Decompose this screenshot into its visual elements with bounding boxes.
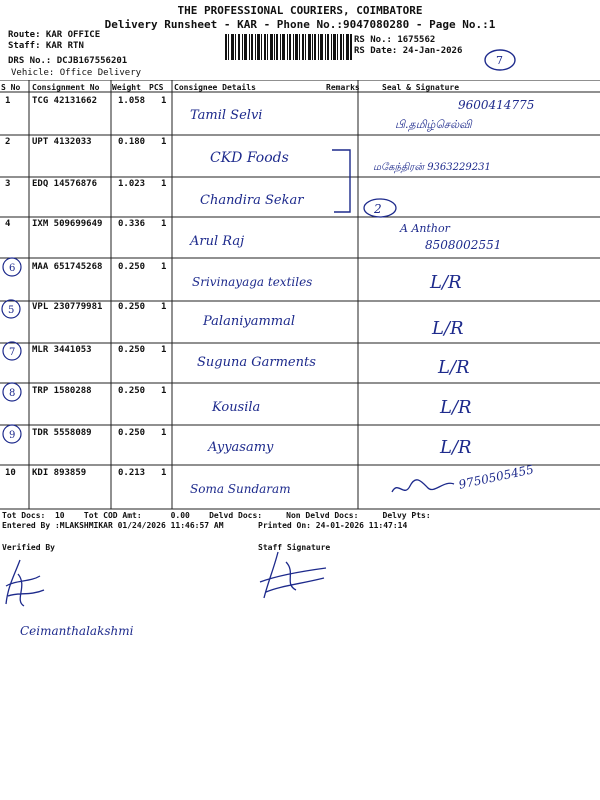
route-label: Route: KAR OFFICE <box>8 30 101 40</box>
row-consignee: Tamil Selvi <box>190 108 263 123</box>
row-consignee: Arul Raj <box>190 234 245 249</box>
row-seal-lr: L/R <box>440 397 472 418</box>
row-consignment: KDI 893859 <box>32 468 87 478</box>
vehicle-label: Vehicle: Office Delivery <box>11 68 142 78</box>
column-header-remarks: Remarks <box>326 83 360 92</box>
svg-text:7: 7 <box>9 347 16 358</box>
column-header-consignment: Consignment No <box>32 83 100 92</box>
row-sno: 2 <box>5 137 11 147</box>
row-seal-phone: 8508002551 <box>425 238 502 252</box>
row-consignment: UPT 4132033 <box>32 137 92 147</box>
row-consignee: Kousila <box>212 400 261 415</box>
row-pcs: 1 <box>161 179 167 189</box>
row-sno: 3 <box>5 179 11 189</box>
staff-signature-label: Staff Signature <box>258 543 331 552</box>
row-weight: 0.250 <box>118 262 146 272</box>
svg-text:6: 6 <box>9 263 16 274</box>
svg-text:5: 5 <box>8 305 15 316</box>
barcode <box>225 34 353 60</box>
page-title: THE PROFESSIONAL COURIERS, COIMBATORE <box>177 4 423 17</box>
row-pcs: 1 <box>161 96 167 106</box>
circled-row-number <box>0 340 30 364</box>
column-header-weight: Weight <box>112 83 141 92</box>
row-weight: 1.058 <box>118 96 146 106</box>
row-consignee: Ayyasamy <box>208 440 274 455</box>
row-consignee: Srivinayaga textiles <box>192 275 313 289</box>
row-consignment: TCG 42131662 <box>32 96 98 106</box>
row-consignment: EDQ 14576876 <box>32 179 98 189</box>
row-pcs: 1 <box>161 345 167 355</box>
row-consignment: VPL 230779981 <box>32 302 103 312</box>
row-consignee: CKD Foods <box>210 150 289 166</box>
row-seal-signature: பி.தமிழ்செல்வி <box>395 118 472 131</box>
verified-by-label: Verified By <box>2 543 55 552</box>
row-pcs: 1 <box>161 262 167 272</box>
row-weight: 0.180 <box>118 137 146 147</box>
svg-text:8: 8 <box>9 388 16 399</box>
row-consignment: TDR 5558089 <box>32 428 92 438</box>
circled-row-number <box>0 298 30 322</box>
row-pcs: 1 <box>161 137 167 147</box>
runsheet-subtitle: Delivery Runsheet - KAR - Phone No.:9047080280 - Page No.:1 <box>104 18 496 31</box>
row-consignment: IXM 509699649 <box>32 219 103 229</box>
column-header-sno: S No <box>1 83 21 92</box>
row-pcs: 1 <box>161 302 167 312</box>
row-seal-lr: L/R <box>432 318 464 339</box>
rs-number: RS No.: 1675562 <box>354 35 436 45</box>
row-seal-phone: 9750505455 <box>457 462 535 492</box>
row-consignment: MAA 651745268 <box>32 262 103 272</box>
column-header-pcs: PCS <box>149 83 164 92</box>
row-consignee: Chandira Sekar <box>200 193 304 208</box>
row-weight: 0.336 <box>118 219 146 229</box>
row-pcs: 1 <box>161 386 167 396</box>
grouping-bracket-mark <box>328 146 400 222</box>
svg-text:2: 2 <box>374 202 382 216</box>
row-seal-signature: A Anthor <box>400 222 450 235</box>
row-seal-phone: 9600414775 <box>458 98 535 112</box>
drs-number: DRS No.: DCJB167556201 <box>8 56 128 66</box>
row-sno: 4 <box>5 219 11 229</box>
row-weight: 0.250 <box>118 428 146 438</box>
row-weight: 0.213 <box>118 468 146 478</box>
row-seal-lr: L/R <box>430 272 462 293</box>
row-sno: 10 <box>5 468 16 478</box>
printed-on: Printed On: 24-01-2026 11:47:14 <box>258 521 408 530</box>
circled-page-mark <box>482 46 518 74</box>
row-weight: 0.250 <box>118 386 146 396</box>
verifier-signature <box>0 556 60 612</box>
entered-by: Entered By :MLAKSHMIKAR 01/24/2026 11:46:57 AM <box>2 521 224 530</box>
verifier-name: Ceimanthalakshmi <box>20 624 134 638</box>
staff-signature-mark <box>256 548 330 602</box>
handwritten-signature <box>388 476 458 500</box>
staff-label: Staff: KAR RTN <box>8 41 84 51</box>
rs-date: RS Date: 24-Jan-2026 <box>354 46 463 56</box>
svg-text:7: 7 <box>496 54 503 67</box>
column-header-consignee: Consignee Details <box>174 83 256 92</box>
row-pcs: 1 <box>161 219 167 229</box>
svg-text:9: 9 <box>9 430 16 441</box>
circled-row-number <box>0 256 30 280</box>
totals-line: Tot Docs: 10 Tot COD Amt: 0.00 Delvd Docs: Non Delvd Docs: Delvy Pts: <box>2 511 431 520</box>
row-sno: 1 <box>5 96 11 106</box>
row-pcs: 1 <box>161 428 167 438</box>
row-consignment: TRP 1580288 <box>32 386 92 396</box>
column-header-seal: Seal & Signature <box>382 83 460 92</box>
row-consignee: Suguna Garments <box>197 355 316 370</box>
row-seal-lr: L/R <box>440 437 472 458</box>
row-seal-lr: L/R <box>438 357 470 378</box>
row-weight: 1.023 <box>118 179 146 189</box>
row-consignee: Palaniyammal <box>203 314 296 329</box>
row-consignee: Soma Sundaram <box>190 482 291 496</box>
row-consignment: MLR 3441053 <box>32 345 92 355</box>
circled-row-number <box>0 423 30 447</box>
row-pcs: 1 <box>161 468 167 478</box>
row-weight: 0.250 <box>118 302 146 312</box>
row-weight: 0.250 <box>118 345 146 355</box>
circled-row-number <box>0 381 30 405</box>
row-seal-signature: மகேந்திரன் 9363229231 <box>373 162 491 173</box>
